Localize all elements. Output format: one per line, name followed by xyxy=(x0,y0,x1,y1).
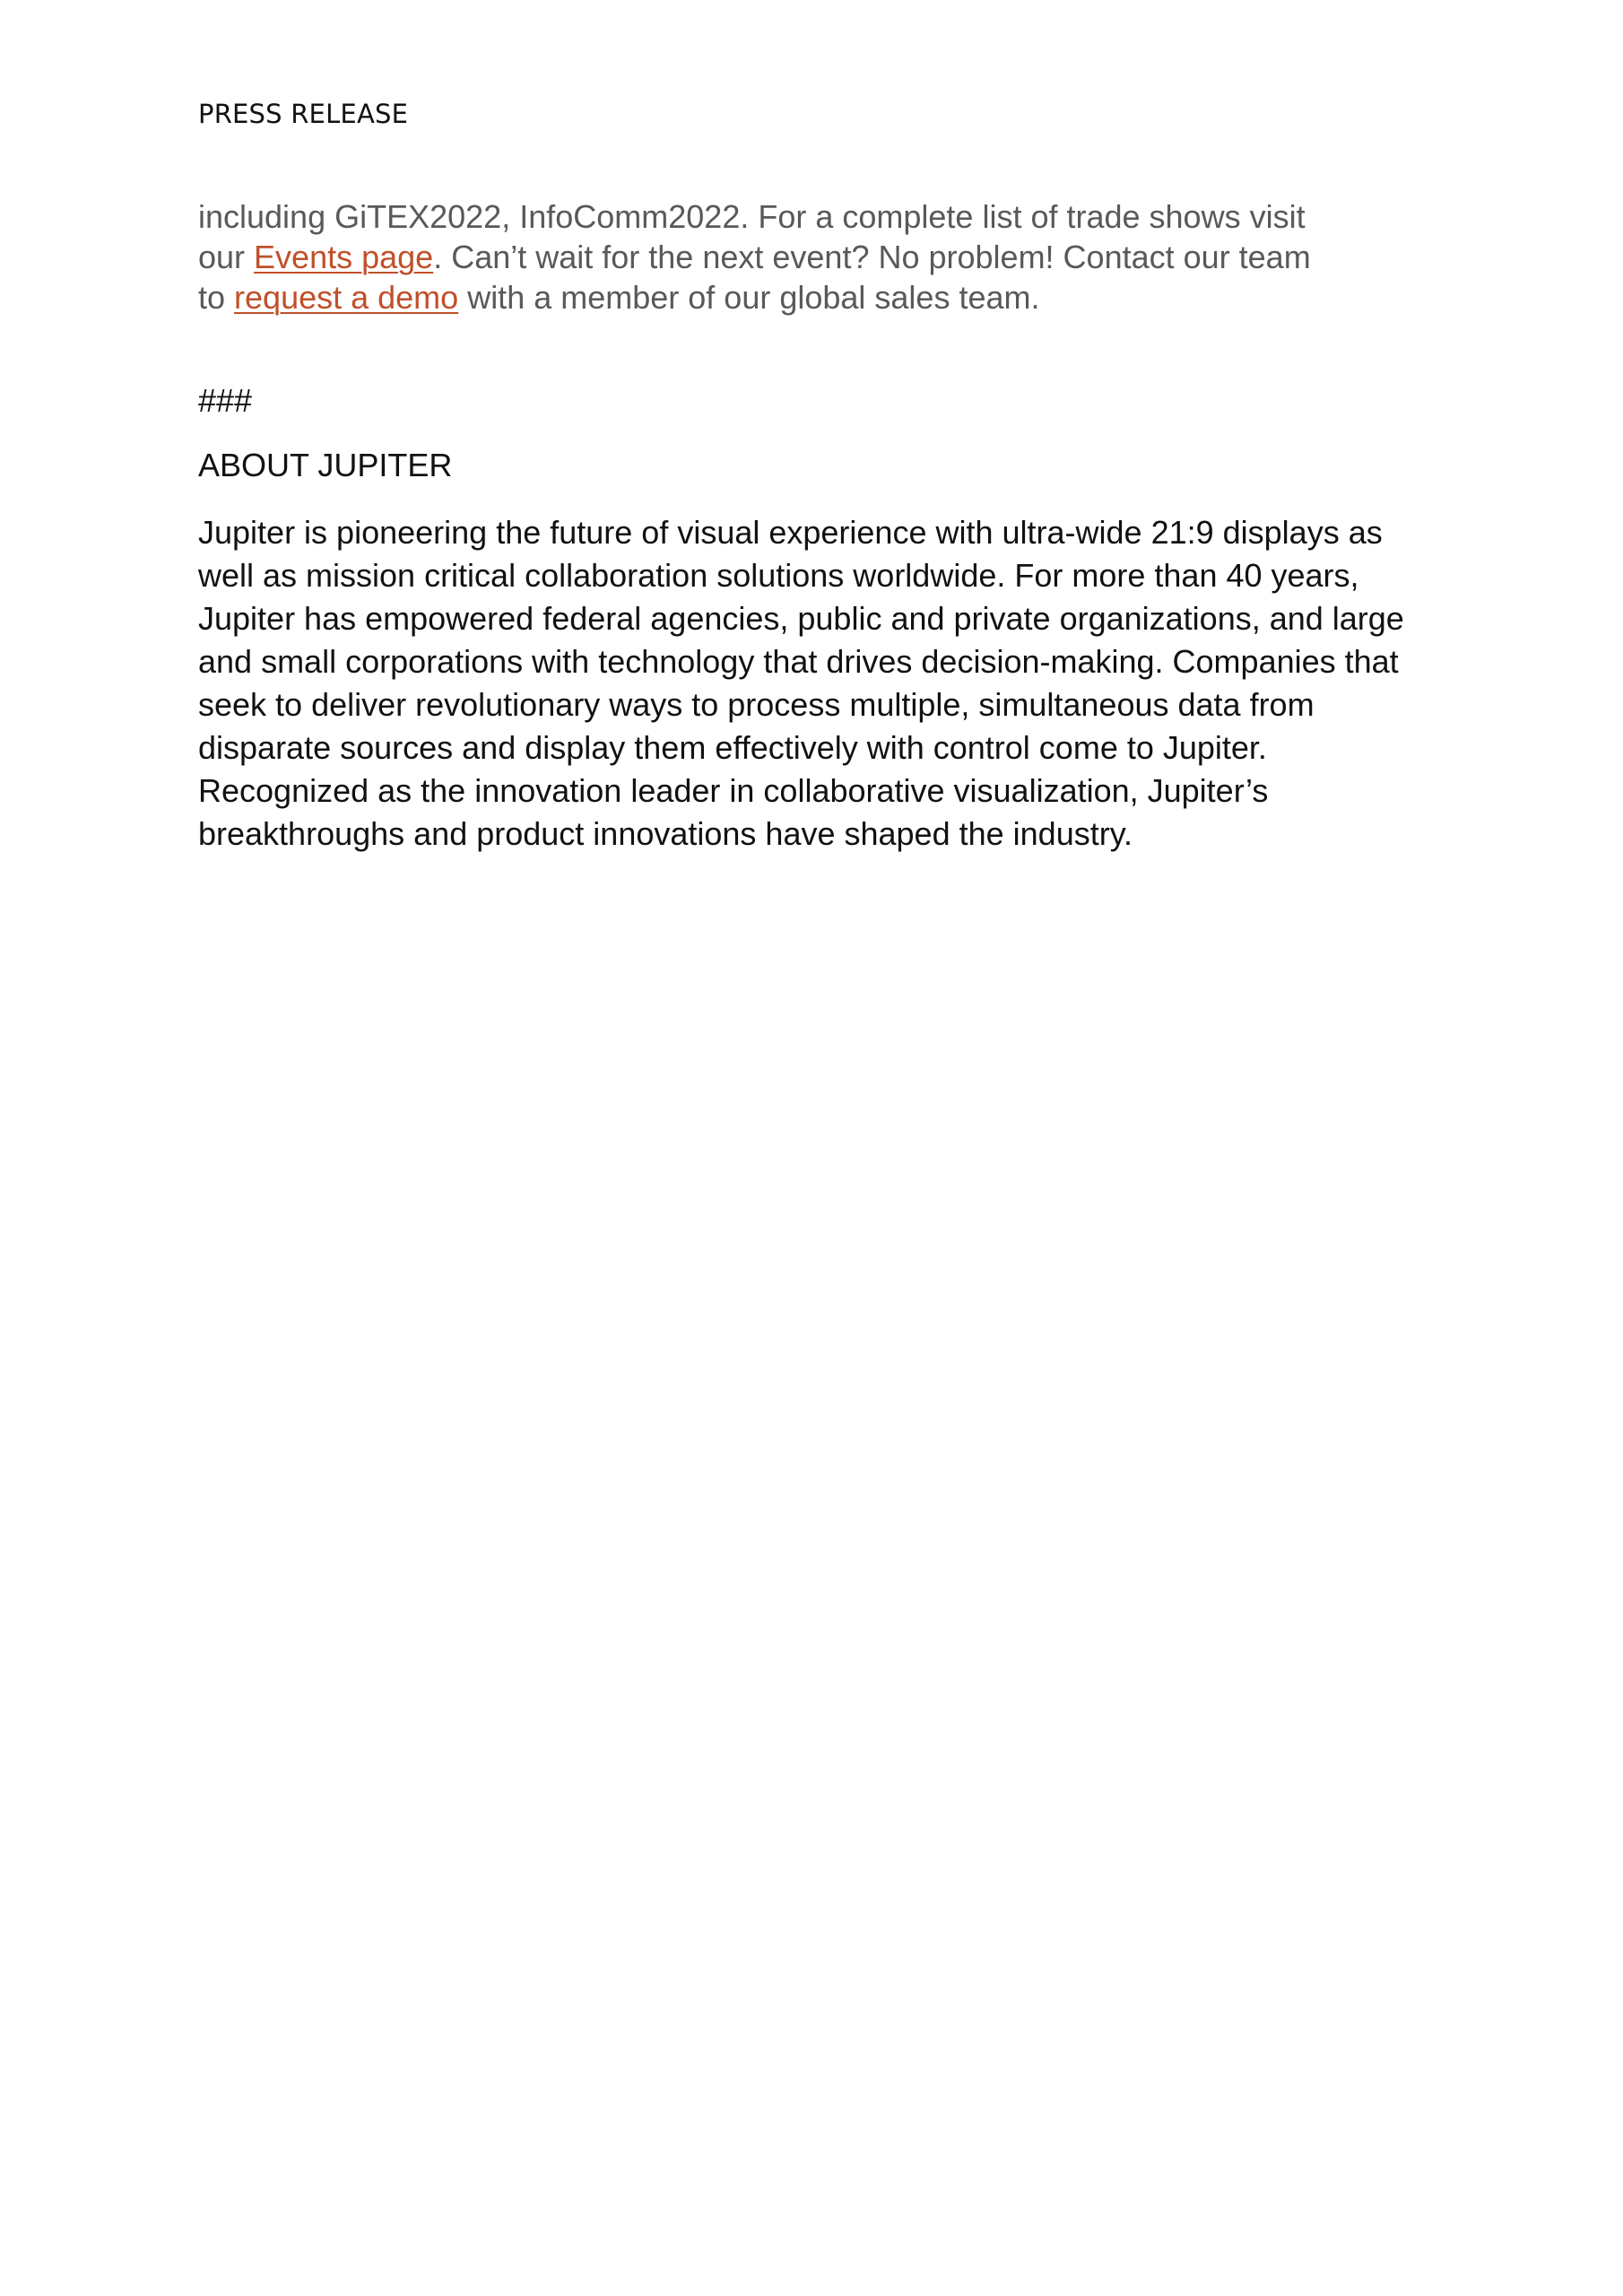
intro-line-3-suffix: with a member of our global sales team. xyxy=(458,279,1040,316)
about-line: Recognized as the innovation leader in collaborative visualization, Jupiter’s xyxy=(198,772,1269,809)
about-line: Jupiter is pioneering the future of visual experience with ultra-wide 21:9 displays as xyxy=(198,514,1383,551)
intro-line-3-prefix: to xyxy=(198,279,235,316)
intro-line-1: including GiTEX2022, InfoComm2022. For a complete list of trade shows visit xyxy=(198,198,1306,235)
section-divider: ### xyxy=(198,382,253,419)
intro-line-2 xyxy=(198,237,1454,277)
intro-paragraph xyxy=(198,196,1454,317)
intro-line-2-suffix: . Can’t wait for the next event? No problem! Contact our team xyxy=(433,239,1311,275)
about-line: breakthroughs and product innovations have shaped the industry. xyxy=(198,815,1133,852)
intro-line-3 xyxy=(198,277,1454,317)
events-page-link[interactable]: Events page xyxy=(254,239,434,275)
intro-line-2-prefix: our xyxy=(198,239,255,275)
about-line: well as mission critical collaboration solutions worldwide. For more than 40 years, xyxy=(198,557,1359,594)
about-line: seek to deliver revolutionary ways to process multiple, simultaneous data from xyxy=(198,686,1315,723)
request-demo-link[interactable]: request a demo xyxy=(234,279,459,316)
about-line: and small corporations with technology that drives decision-making. Companies that xyxy=(198,643,1399,680)
about-line: Jupiter has empowered federal agencies, public and private organizations, and large xyxy=(198,600,1404,637)
about-paragraph xyxy=(198,511,1489,856)
press-release-header: PRESS RELEASE xyxy=(198,99,409,129)
about-line: disparate sources and display them effectively with control come to Jupiter. xyxy=(198,729,1267,766)
about-heading: ABOUT JUPITER xyxy=(198,447,453,483)
